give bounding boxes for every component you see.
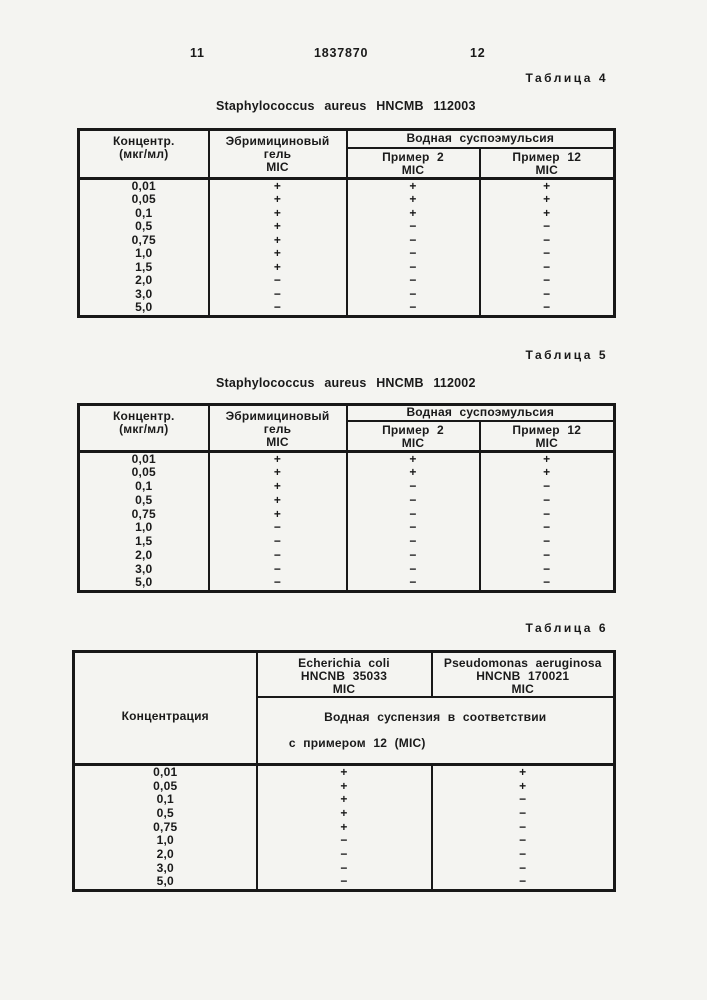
concentration-cell: 2,0 (79, 549, 209, 563)
table-row (79, 563, 615, 577)
example2-mic-cell: − (347, 288, 480, 302)
table6-header (74, 652, 615, 765)
pseudomonas-mic-cell: + (432, 765, 615, 780)
table6-ecoli-pseudomonas (72, 650, 616, 892)
gel-mic-cell: + (209, 234, 347, 248)
gel-mic-cell: − (209, 301, 347, 316)
ecoli-mic-cell: + (257, 780, 432, 794)
pseudomonas-mic-cell: − (432, 834, 615, 848)
example2-mic-cell: − (347, 549, 480, 563)
example12-mic-cell: − (480, 301, 615, 316)
col-header-aqueous-group: Водная суспоэмульсия (347, 405, 615, 421)
example2-mic-cell: + (347, 451, 480, 466)
col-header-ecoli: Echerichia coli HNCNB 35033 MIC (257, 652, 432, 698)
ecoli-mic-cell: − (257, 875, 432, 890)
patent-number: 1837870 (314, 46, 369, 60)
concentration-cell: 1,0 (74, 834, 257, 848)
col-header-example2-mic: Пример 2 MIC (347, 148, 480, 179)
table-row (74, 821, 615, 835)
example12-mic-cell: + (480, 207, 615, 221)
table-row (74, 834, 615, 848)
example12-mic-cell: + (480, 451, 615, 466)
gel-mic-cell: − (209, 521, 347, 535)
pseudomonas-mic-cell: − (432, 793, 615, 807)
table-row (79, 451, 615, 466)
concentration-cell: 2,0 (74, 848, 257, 862)
table-row (79, 494, 615, 508)
table5-staph-112002 (77, 403, 616, 593)
col-header-example12-mic: Пример 12 MIC (480, 148, 615, 179)
example2-mic-cell: − (347, 535, 480, 549)
concentration-cell: 0,1 (74, 793, 257, 807)
table-row (79, 288, 615, 302)
example2-mic-cell: − (347, 576, 480, 591)
ecoli-mic-cell: − (257, 834, 432, 848)
concentration-cell: 1,0 (79, 521, 209, 535)
concentration-cell: 0,5 (79, 220, 209, 234)
gel-mic-cell: − (209, 274, 347, 288)
table-row (74, 807, 615, 821)
example12-mic-cell: − (480, 274, 615, 288)
example2-mic-cell: + (347, 207, 480, 221)
concentration-cell: 3,0 (74, 862, 257, 876)
gel-mic-cell: + (209, 261, 347, 275)
table-row (79, 521, 615, 535)
table-row (74, 848, 615, 862)
col-header-concentration: Концентрация (74, 652, 257, 765)
example2-mic-cell: − (347, 247, 480, 261)
concentration-cell: 0,5 (79, 494, 209, 508)
gel-mic-cell: − (209, 576, 347, 591)
pseudomonas-mic-cell: − (432, 848, 615, 862)
example12-mic-cell: − (480, 220, 615, 234)
ecoli-mic-cell: − (257, 848, 432, 862)
table-row (79, 576, 615, 591)
table6-body (74, 765, 615, 891)
col-header-example12-mic: Пример 12 MIC (480, 421, 615, 452)
gel-mic-cell: + (209, 220, 347, 234)
table-row (79, 274, 615, 288)
table-row (79, 549, 615, 563)
table-row (79, 301, 615, 316)
gel-mic-cell: − (209, 288, 347, 302)
example2-mic-cell: − (347, 563, 480, 577)
example2-mic-cell: − (347, 494, 480, 508)
gel-mic-cell: + (209, 207, 347, 221)
example12-mic-cell: − (480, 507, 615, 521)
concentration-cell: 1,5 (79, 261, 209, 275)
table-row (79, 207, 615, 221)
table5-strain-title: Staphylococcus aureus HNCMB 112002 (216, 376, 476, 390)
ecoli-mic-cell: + (257, 765, 432, 780)
table-row (79, 234, 615, 248)
example12-mic-cell: − (480, 549, 615, 563)
gel-mic-cell: + (209, 466, 347, 480)
table-row (79, 178, 615, 193)
concentration-cell: 0,75 (79, 234, 209, 248)
table5-header (79, 405, 615, 452)
concentration-cell: 5,0 (79, 576, 209, 591)
concentration-cell: 3,0 (79, 288, 209, 302)
table-row (79, 220, 615, 234)
ecoli-mic-cell: + (257, 793, 432, 807)
gel-mic-cell: + (209, 193, 347, 207)
example2-mic-cell: − (347, 234, 480, 248)
table-row (79, 480, 615, 494)
example12-mic-cell: − (480, 234, 615, 248)
gel-mic-cell: − (209, 535, 347, 549)
example2-mic-cell: + (347, 193, 480, 207)
gel-mic-cell: + (209, 494, 347, 508)
col-header-pseudomonas: Pseudomonas aeruginosa HNCNB 170021 MIC (432, 652, 615, 698)
example12-mic-cell: − (480, 535, 615, 549)
concentration-cell: 5,0 (79, 301, 209, 316)
example12-mic-cell: − (480, 247, 615, 261)
example2-mic-cell: − (347, 521, 480, 535)
table-row (74, 862, 615, 876)
concentration-cell: 0,01 (79, 451, 209, 466)
example12-mic-cell: + (480, 466, 615, 480)
example12-mic-cell: − (480, 521, 615, 535)
gel-mic-cell: − (209, 563, 347, 577)
concentration-cell: 0,5 (74, 807, 257, 821)
table5-body (79, 451, 615, 591)
example2-mic-cell: + (347, 178, 480, 193)
table4-staph-112003 (77, 128, 616, 318)
concentration-cell: 0,05 (74, 780, 257, 794)
gel-mic-cell: + (209, 451, 347, 466)
example12-mic-cell: − (480, 288, 615, 302)
example2-mic-cell: − (347, 220, 480, 234)
page-number-right: 12 (470, 46, 486, 60)
table-row (79, 247, 615, 261)
example12-mic-cell: + (480, 178, 615, 193)
col-header-concentration: Концентр. (мкг/мл) (79, 130, 209, 179)
gel-mic-cell: + (209, 247, 347, 261)
pseudomonas-mic-cell: − (432, 862, 615, 876)
pseudomonas-mic-cell: + (432, 780, 615, 794)
suspension-note-line1: Водная суспензия в соответствии (324, 710, 547, 724)
example12-mic-cell: − (480, 480, 615, 494)
table-row (74, 765, 615, 780)
table4-strain-title: Staphylococcus aureus HNCMB 112003 (216, 99, 476, 113)
concentration-cell: 0,05 (79, 193, 209, 207)
table-row (79, 261, 615, 275)
table-row (79, 193, 615, 207)
ecoli-mic-cell: − (257, 862, 432, 876)
concentration-cell: 1,0 (79, 247, 209, 261)
table5-caption: Таблица 5 (525, 348, 608, 362)
pseudomonas-mic-cell: − (432, 821, 615, 835)
concentration-cell: 1,5 (79, 535, 209, 549)
col-header-aqueous-group: Водная суспоэмульсия (347, 130, 615, 148)
col-header-suspension-note (257, 697, 615, 765)
gel-mic-cell: + (209, 178, 347, 193)
table-row (79, 466, 615, 480)
table-row (79, 535, 615, 549)
concentration-cell: 0,05 (79, 466, 209, 480)
gel-mic-cell: − (209, 549, 347, 563)
concentration-cell: 0,01 (74, 765, 257, 780)
concentration-cell: 0,01 (79, 178, 209, 193)
example2-mic-cell: − (347, 301, 480, 316)
page-number-left: 11 (190, 46, 205, 60)
col-header-concentration: Концентр. (мкг/мл) (79, 405, 209, 452)
table-row (79, 507, 615, 521)
ecoli-mic-cell: + (257, 807, 432, 821)
concentration-cell: 0,1 (79, 480, 209, 494)
col-header-gel-mic: Эбримициновый гель MIC (209, 405, 347, 452)
concentration-cell: 5,0 (74, 875, 257, 890)
pseudomonas-mic-cell: − (432, 807, 615, 821)
suspension-note-line2: с примером 12 (MIC) (288, 736, 426, 750)
example12-mic-cell: − (480, 494, 615, 508)
example12-mic-cell: + (480, 193, 615, 207)
example12-mic-cell: − (480, 563, 615, 577)
gel-mic-cell: + (209, 480, 347, 494)
concentration-cell: 2,0 (79, 274, 209, 288)
example12-mic-cell: − (480, 576, 615, 591)
example2-mic-cell: − (347, 261, 480, 275)
concentration-cell: 0,75 (74, 821, 257, 835)
table4-body (79, 178, 615, 316)
example12-mic-cell: − (480, 261, 615, 275)
table4-caption: Таблица 4 (525, 71, 608, 85)
example2-mic-cell: − (347, 274, 480, 288)
ecoli-mic-cell: + (257, 821, 432, 835)
table6-caption: Таблица 6 (525, 621, 608, 635)
example2-mic-cell: − (347, 507, 480, 521)
concentration-cell: 3,0 (79, 563, 209, 577)
table-row (74, 780, 615, 794)
example2-mic-cell: − (347, 480, 480, 494)
pseudomonas-mic-cell: − (432, 875, 615, 890)
col-header-example2-mic: Пример 2 MIC (347, 421, 480, 452)
concentration-cell: 0,1 (79, 207, 209, 221)
gel-mic-cell: + (209, 507, 347, 521)
table4-header (79, 130, 615, 179)
table-row (74, 875, 615, 890)
table-row (74, 793, 615, 807)
col-header-gel-mic: Эбримициновый гель MIC (209, 130, 347, 179)
example2-mic-cell: + (347, 466, 480, 480)
concentration-cell: 0,75 (79, 507, 209, 521)
